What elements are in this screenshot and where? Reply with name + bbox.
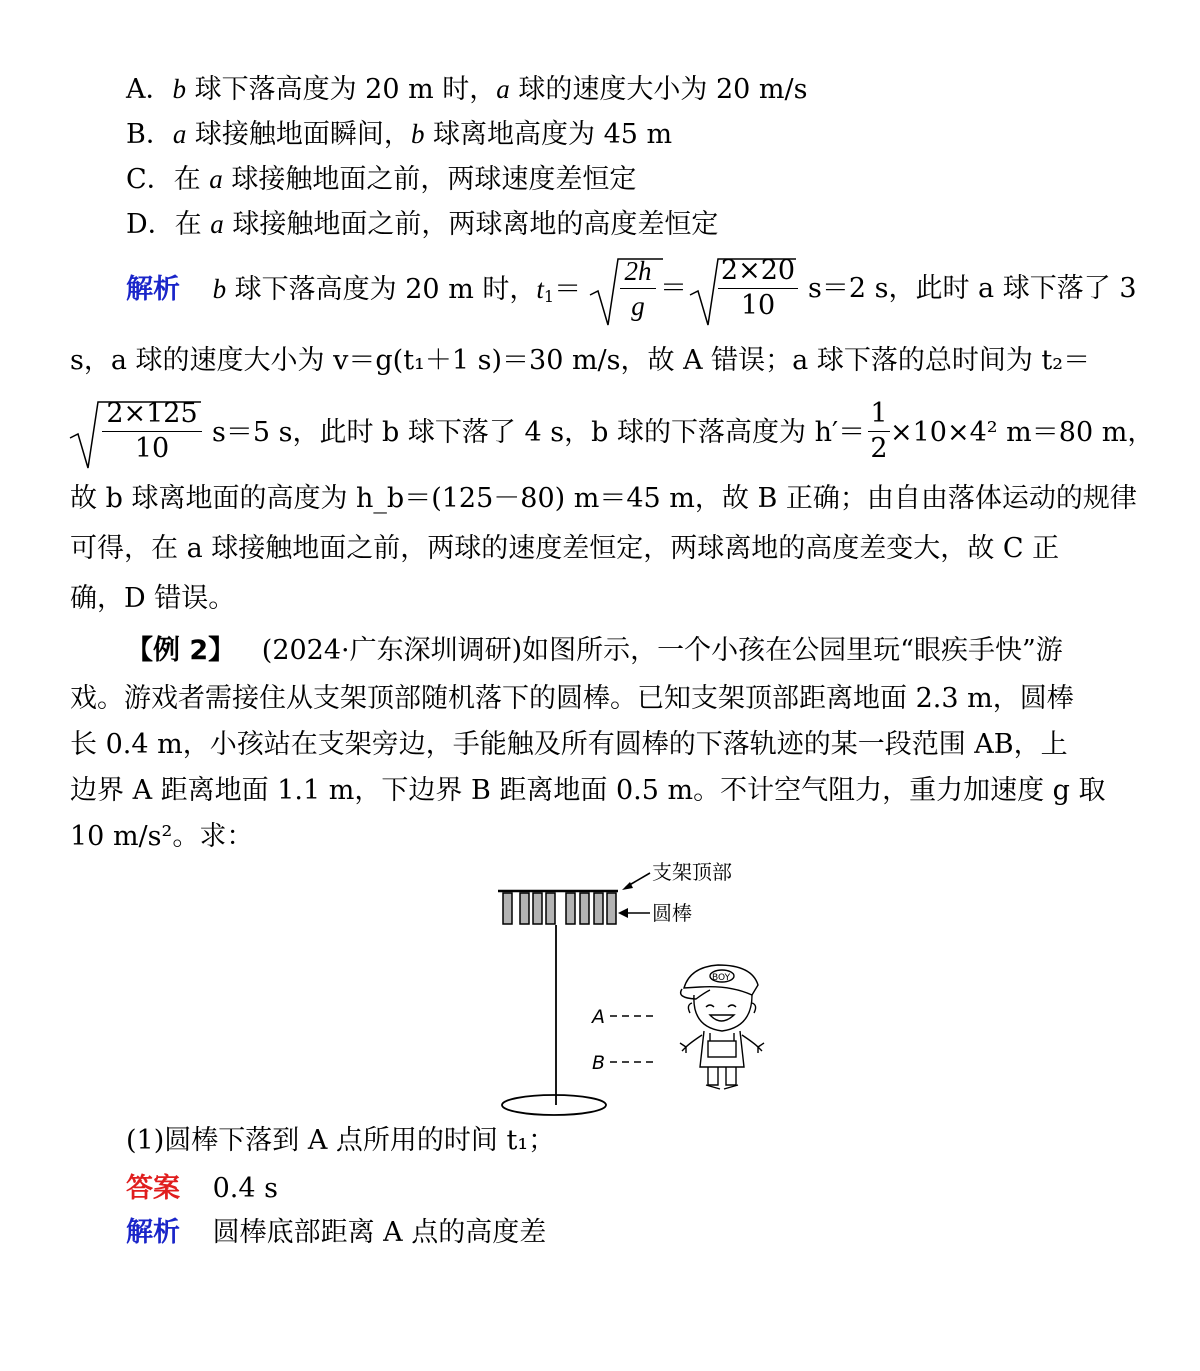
arrow-rod-head <box>618 908 628 918</box>
rod-7 <box>594 893 603 924</box>
analysis-1-line-4: 故 b 球离地面的高度为 h_b＝(125－80) m＝45 m，故 B 正确；由自由落体运动的规律 <box>70 483 1137 514</box>
frac-2x125-10 <box>102 399 202 464</box>
option-a-letter: A． <box>126 74 173 105</box>
analysis-1-line-2: s，a 球的速度大小为 v＝g(t₁＋1 s)＝30 m/s，故 A 错误；a 球下落的总时间为 t₂＝ <box>70 345 1091 376</box>
example-label: 【例 2】 <box>126 635 236 666</box>
option-c-text: 球接触地面之前，两球速度差恒定 <box>222 164 637 195</box>
example-2-line-3: 长 0.4 m，小孩站在支架旁边，手能触及所有圆棒的下落轨迹的某一段范围 AB，上 <box>70 729 1068 760</box>
analysis-1-line-3-post: ×10×4² m＝80 m， <box>890 417 1155 448</box>
option-d: D．在 a 球接触地面之前，两球离地的高度差恒定 <box>126 209 719 240</box>
analysis-1-line-5: 可得，在 a 球接触地面之前，两球的速度差恒定，两球离地的高度差变大，故 C 正 <box>70 533 1060 564</box>
label-a: A <box>592 1006 605 1028</box>
child-figure <box>680 965 764 1089</box>
rod-6 <box>580 893 589 924</box>
option-d-text: 球接触地面之前，两球离地的高度差恒定 <box>223 209 719 240</box>
frac-half <box>868 399 890 464</box>
frac-2x20-num: 2×20 <box>720 255 796 286</box>
example-2-line-4: 边界 A 距离地面 1.1 m，下边界 B 距离地面 0.5 m。不计空气阻力，重力加速度 g 取 <box>70 775 1106 806</box>
analysis-1-line-1: 解析 b 球下落高度为 20 m 时，$t_1=$ <box>126 274 582 306</box>
option-b: B．a 球接触地面瞬间，b 球离地高度为 45 m <box>126 119 673 150</box>
frac-2x125-den: 10 <box>134 433 170 464</box>
answer-label: 答案 <box>126 1173 180 1204</box>
label-b: B <box>592 1052 606 1074</box>
frac-half-den: 2 <box>870 433 888 464</box>
option-b-letter: B． <box>126 119 173 150</box>
rod-5 <box>566 893 575 924</box>
option-a-text-1: 球下落高度为 20 m 时， <box>186 74 497 105</box>
example-2-line-5: 10 m/s²。求： <box>70 821 254 852</box>
rod-3 <box>533 893 542 924</box>
frac-2x20-den: 10 <box>740 290 776 321</box>
example-2-line-2: 戏。游戏者需接住从支架顶部随机落下的圆棒。已知支架顶部距离地面 2.3 m，圆棒 <box>70 683 1074 714</box>
cap-text: BOY <box>712 973 731 983</box>
frac-half-num: 1 <box>870 398 888 429</box>
frac-2h-den: g <box>631 291 645 321</box>
option-b-text-2: 球离地高度为 45 m <box>424 119 673 150</box>
analysis-1-line-3-mid: s＝5 s，此时 b 球下落了 4 s，b 球的下落高度为 h′＝ <box>212 417 866 448</box>
analysis-1-pre: 球下落高度为 20 m 时， <box>226 274 537 305</box>
eq-sign-2: ＝ <box>660 273 687 304</box>
answer-1-row <box>126 1170 278 1208</box>
example-2-text-1: (2024·广东深圳调研)如图所示，一个小孩在公园里玩“眼疾手快”游 <box>261 635 1063 666</box>
support-base <box>502 1095 606 1115</box>
answer-value: 0.4 s <box>212 1173 278 1204</box>
label-support-top: 支架顶部 <box>652 860 732 884</box>
analysis-2-label: 解析 <box>126 1217 180 1248</box>
rod-4 <box>546 893 555 924</box>
analysis-2-text: 圆棒底部距离 A 点的高度差 <box>212 1217 547 1248</box>
label-rod: 圆棒 <box>652 901 692 925</box>
frac-2x125-num: 2×125 <box>106 398 198 429</box>
option-a-text-2: 球的速度大小为 20 m/s <box>509 74 808 105</box>
option-b-text-1: 球接触地面瞬间， <box>186 119 411 150</box>
option-c-letter: C．在 <box>126 164 210 195</box>
option-c: C．在 a 球接触地面之前，两球速度差恒定 <box>126 164 637 195</box>
analysis-2-row <box>126 1214 546 1252</box>
example-2-line-1 <box>126 632 1063 670</box>
rod-1 <box>503 893 512 924</box>
frac-2x20-10 <box>718 256 798 321</box>
analysis-1-line-1-post: s＝2 s，此时 a 球下落了 3 <box>808 273 1137 304</box>
rods <box>503 893 616 924</box>
option-a: A．b 球下落高度为 20 m 时，a 球的速度大小为 20 m/s <box>126 74 808 105</box>
rod-2 <box>520 893 529 924</box>
figure-apparatus <box>490 855 780 1120</box>
analysis-label: 解析 <box>126 274 180 305</box>
question-1: (1)圆棒下落到 A 点所用的时间 t₁； <box>126 1125 556 1156</box>
eq-sign-1: ＝ <box>554 274 582 305</box>
option-d-letter: D．在 <box>126 209 211 240</box>
frac-2h-num: 2h <box>624 256 652 286</box>
rod-8 <box>607 893 616 924</box>
analysis-1-line-6: 确，D 错误。 <box>70 583 236 614</box>
frac-2h-g <box>620 256 656 321</box>
